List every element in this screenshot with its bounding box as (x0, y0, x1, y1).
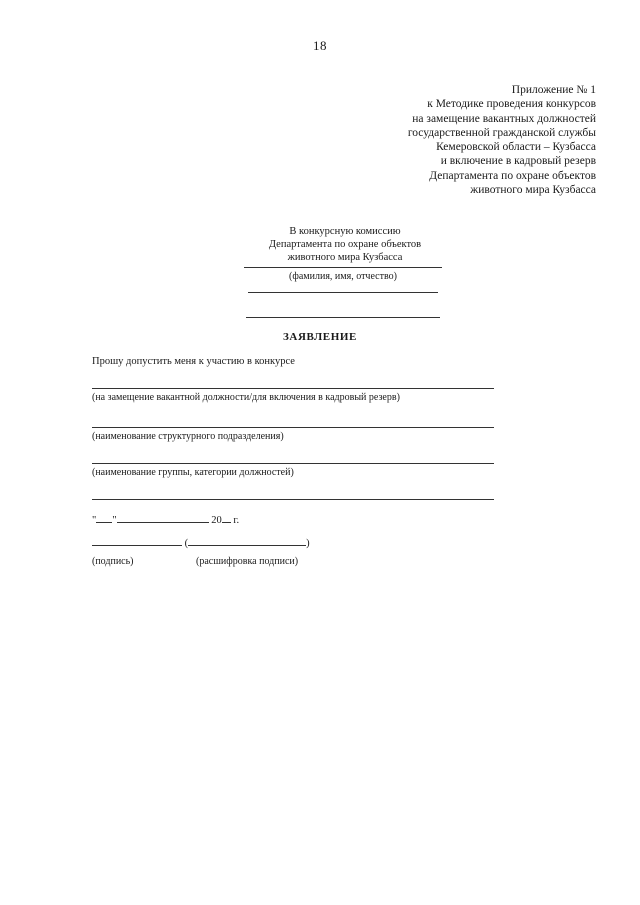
appendix-line: животного мира Кузбасса (470, 184, 596, 197)
year-suffix: г. (233, 515, 240, 526)
group-field-caption: (наименование группы, категории должностей) (92, 467, 294, 478)
signature-caption: (подпись) (92, 556, 134, 567)
date-close-quote: " (112, 515, 117, 526)
addressee-line: животного мира Кузбасса (287, 252, 403, 263)
addressee-line: В конкурсную комиссию (289, 226, 401, 237)
date-open-quote: " (92, 515, 97, 526)
extra-field-line (92, 499, 494, 500)
decoding-caption: (расшифровка подписи) (196, 556, 299, 567)
request-text: Прошу допустить меня к участию в конкурсе (92, 356, 295, 367)
year-prefix: 20 (211, 515, 222, 526)
appendix-line: Приложение № 1 (511, 84, 596, 96)
signature-row (92, 538, 310, 549)
department-field-caption: (наименование структурного подразделения) (92, 431, 284, 442)
applicant-extra-line-2 (246, 317, 440, 318)
applicant-extra-line-1 (248, 292, 438, 293)
position-field-line (92, 388, 494, 389)
appendix-line: Департамента по охране объектов (429, 169, 596, 182)
position-field-caption: (на замещение вакантной должности/для включения в кадровый резерв) (92, 392, 400, 403)
group-field-line (92, 463, 494, 464)
appendix-line: Кемеровской области – Кузбасса (436, 141, 596, 154)
applicant-name-caption: (фамилия, имя, отчество) (289, 271, 397, 282)
day-blank (96, 522, 112, 523)
appendix-line: на замещение вакантных должностей (412, 112, 596, 125)
date-row (92, 515, 239, 526)
appendix-header (276, 83, 596, 197)
document-title: ЗАЯВЛЕНИЕ (283, 331, 357, 343)
addressee-block (240, 225, 450, 264)
month-blank (117, 522, 209, 523)
decoding-open-paren: ( (184, 538, 189, 549)
department-field-line (92, 427, 494, 428)
decoding-blank (188, 545, 306, 546)
appendix-line: и включение в кадровый резерв (440, 155, 596, 168)
appendix-line: к Методике проведения конкурсов (427, 98, 596, 111)
addressee-line: Департамента по охране объектов (268, 239, 422, 250)
signature-blank (92, 545, 182, 546)
appendix-line: государственной гражданской службы (407, 126, 596, 139)
year-blank (222, 522, 231, 523)
applicant-name-line (244, 267, 442, 268)
decoding-close-paren: ) (306, 538, 310, 549)
page-number: 18 (313, 38, 327, 53)
